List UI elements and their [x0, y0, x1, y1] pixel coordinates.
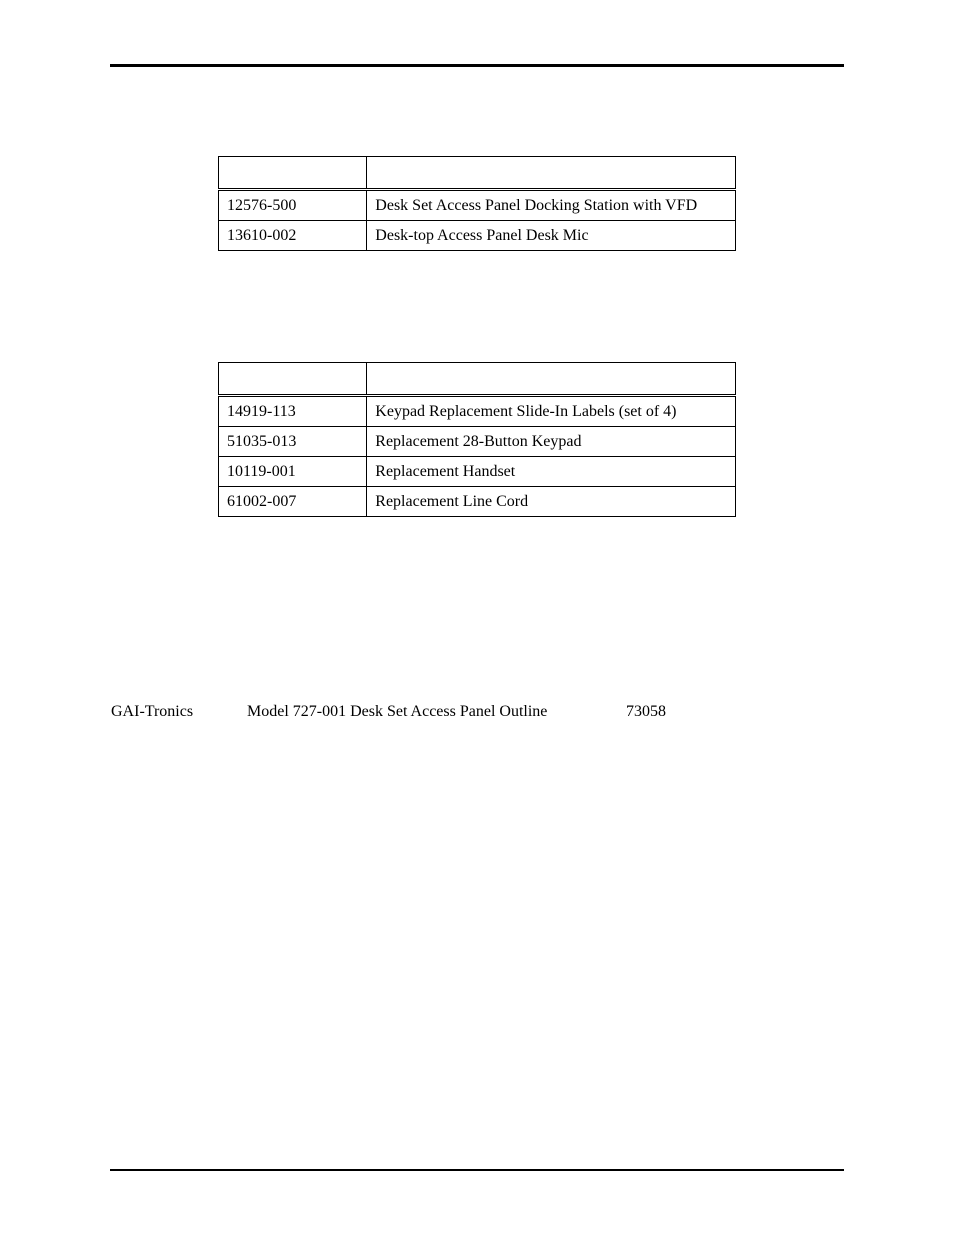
description-cell: Replacement Line Cord: [367, 487, 736, 517]
table-header-row: [219, 363, 736, 396]
part-number-cell: 10119-001: [219, 457, 367, 487]
table-row: [219, 221, 736, 251]
description-cell: Keypad Replacement Slide-In Labels (set of 4): [367, 396, 736, 427]
table-row: [219, 427, 736, 457]
table-row: [219, 487, 736, 517]
description-cell: Replacement 28-Button Keypad: [367, 427, 736, 457]
description-cell: Replacement Handset: [367, 457, 736, 487]
outline-number: 73058: [626, 703, 666, 720]
header-description: [367, 363, 736, 396]
outline-drawing-reference: [0, 702, 954, 722]
part-number-cell: 51035-013: [219, 427, 367, 457]
part-number-cell: 12576-500: [219, 190, 367, 221]
table-header-row: [219, 157, 736, 190]
header-part-number: [219, 363, 367, 396]
table-row: [219, 190, 736, 221]
table-row: [219, 457, 736, 487]
outline-title: Model 727-001 Desk Set Access Panel Outline: [247, 703, 548, 720]
part-number-cell: 14919-113: [219, 396, 367, 427]
part-number-cell: 61002-007: [219, 487, 367, 517]
accessories-table: [218, 156, 736, 251]
description-cell: Desk Set Access Panel Docking Station with VFD: [367, 190, 736, 221]
description-cell: Desk-top Access Panel Desk Mic: [367, 221, 736, 251]
header-description: [367, 157, 736, 190]
part-number-cell: 13610-002: [219, 221, 367, 251]
header-rule: [110, 64, 844, 67]
footer-rule: [110, 1169, 844, 1171]
header-part-number: [219, 157, 367, 190]
outline-company: GAI-Tronics: [111, 703, 194, 720]
replacement-parts-table: [218, 362, 736, 517]
table-row: [219, 396, 736, 427]
